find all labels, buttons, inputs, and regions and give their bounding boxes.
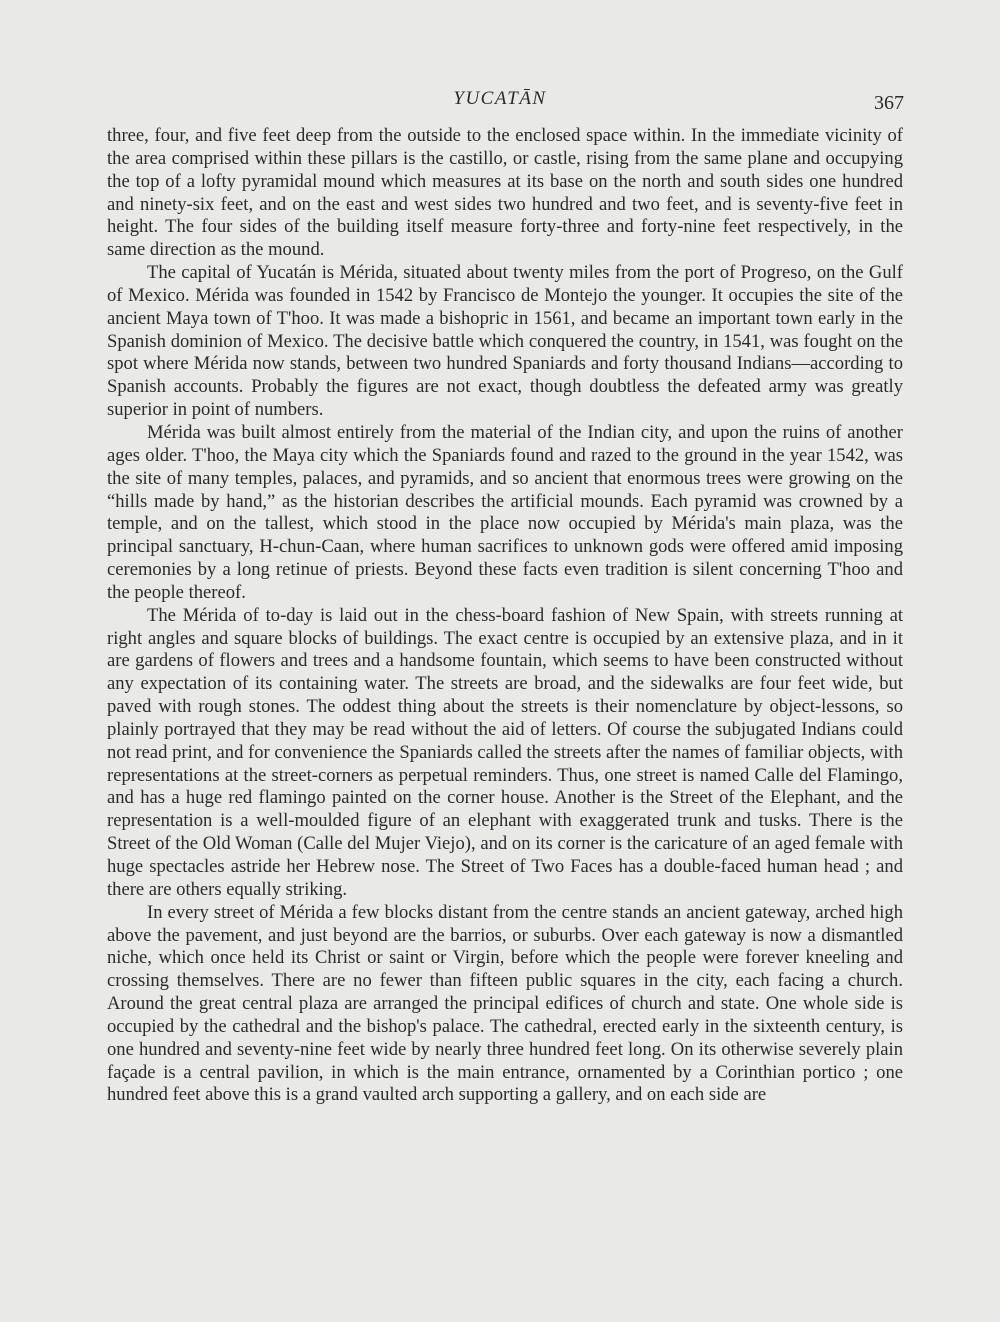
paragraph: The Mérida of to-day is laid out in the chess-board fashion of New Spain, with streets running at right angles and square blocks of buildings. The exact centre is occupied by an extensive plaza, and in it are gardens of flowers and trees and a handsome fountain, which seems to have been constructed without any expectation of its containing water. The streets are broad, and the sidewalks are four feet wide, but paved with rough stones. The oddest thing about the streets is their nomenclature by object-lessons, so plainly portrayed that they may be read without the aid of letters. Of course the subjugated Indians could not read print, and for convenience the Spaniards called the streets after the names of familiar objects, with representations at the street-corners as perpetual reminders. Thus, one street is named Calle del Flamingo, and has a huge red flamingo painted on the corner house. Another is the Street of the Elephant, and the representation is a well-moulded figure of an elephant with exaggerated trunk and tusks. There is the Street of the Old Woman (Calle del Mujer Viejo), and on its corner is the caricature of an aged female with huge spectacles astride her Hebrew nose. The Street of Two Faces has a double-faced human head ; and there are others equally striking. [107, 604, 903, 900]
paragraph: In every street of Mérida a few blocks distant from the centre stands an ancient gateway, arched high above the pavement, and just beyond are the barrios, or suburbs. Over each gateway is now a dismantled niche, which once held its Christ or saint or Virgin, before which the people were forever kneeling and crossing themselves. There are no fewer than fifteen public squares in the city, each facing a church. Around the great central plaza are arranged the principal edifices of church and state. One whole side is occupied by the cathedral and the bishop's palace. The cathedral, erected early in the sixteenth century, is one hundred and seventy-nine feet wide by nearly three hundred feet long. On its otherwise severely plain façade is a central pavilion, in which is the main entrance, ornamented by a Corinthian portico ; one hundred feet above this is a grand vaulted arch supporting a gallery, and on each side are [107, 901, 903, 1106]
paragraph: Mérida was built almost entirely from the material of the Indian city, and upon the ruins of another ages older. T'hoo, the Maya city which the Spaniards found and razed to the ground in the year 1542, was the site of many temples, palaces, and pyramids, and so ancient that enormous trees were growing on the “hills made by hand,” as the historian describes the artificial mounds. Each pyramid was crowned by a temple, and on the tallest, which stood in the place now occupied by Mérida's main plaza, was the principal sanctuary, H-chun-Caan, where human sacrifices to unknown gods were offered amid imposing ceremonies by a long retinue of priests. Beyond these facts even tradition is silent concerning T'hoo and the people thereof. [107, 421, 903, 603]
running-head [0, 86, 1000, 116]
page-number: 367 [874, 92, 904, 114]
running-title: YUCATĀN [453, 88, 547, 109]
paragraph-continuation: three, four, and five feet deep from the outside to the enclosed space within. In the immediate vicinity of the area comprised within these pillars is the castillo, or castle, rising from the same plane and occupying the top of a lofty pyramidal mound which measures at its base on the north and south sides one hundred and ninety-six feet, and on the east and west sides two hundred and two feet, and is seventy-five feet in height. The four sides of the building itself measure forty-three and forty-nine feet respectively, in the same direction as the mound. [107, 125, 903, 261]
paragraph: The capital of Yucatán is Mérida, situated about twenty miles from the port of Progreso, on the Gulf of Mexico. Mérida was founded in 1542 by Francisco de Montejo the younger. It occupies the site of the ancient Maya town of T'hoo. It was made a bishopric in 1561, and became an important town early in the Spanish dominion of Mexico. The decisive battle which conquered the country, in 1541, was fought on the spot where Mérida now stands, between two hundred Spaniards and forty thousand Indians—according to Spanish accounts. Probably the figures are not exact, though doubtless the defeated army was greatly superior in point of numbers. [107, 262, 903, 421]
body-text [107, 125, 903, 1107]
